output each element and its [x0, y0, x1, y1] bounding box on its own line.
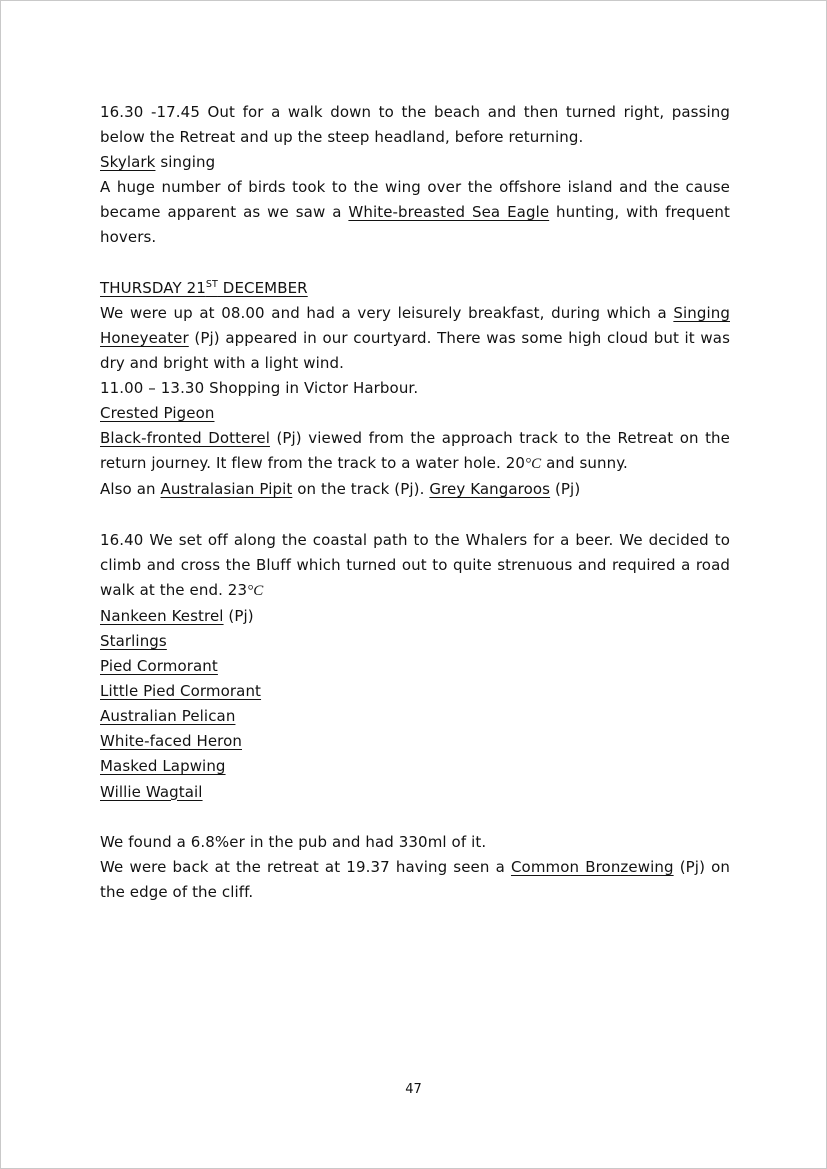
- text-run: °C: [524, 456, 542, 473]
- underlined-text: Australasian Pipit: [160, 480, 293, 499]
- underlined-text: Skylark: [100, 153, 156, 172]
- paragraph: [100, 855, 730, 905]
- text-run: 16.40 We set off along the coastal path to the Whalers for a beer. We decided to climb and cross the Bluff which turned out to quite strenuous and required a road walk at the end. 23: [100, 530, 730, 599]
- underlined-text: Common Bronzewing: [510, 857, 674, 876]
- paragraph: [100, 629, 730, 654]
- paragraph: [100, 528, 730, 604]
- paragraph: [100, 175, 730, 250]
- paragraph: [100, 754, 730, 779]
- text-run: We were back at the retreat at 19.37 having seen a: [100, 857, 511, 876]
- underlined-text: Masked Lapwing: [100, 757, 226, 776]
- paragraph: [100, 604, 730, 629]
- underlined-text: Little Pied Cormorant: [100, 682, 262, 701]
- text-run: We were up at 08.00 and had a very leisurely breakfast, during which a: [100, 303, 674, 322]
- underlined-text: Starlings: [100, 631, 167, 650]
- text-run: A huge number of birds took to the wing over the offshore island and the cause became apparent as we saw a: [100, 178, 730, 222]
- text-run: THURSDAY 21: [100, 278, 206, 297]
- text-run: 16.30 -17.45 Out for a walk down to the beach and then turned right, passing below the Retreat and up the steep headland, before returning.: [100, 103, 730, 147]
- paragraph: [100, 704, 730, 729]
- underlined-text: White-breasted Sea Eagle: [348, 203, 550, 222]
- underlined-text: Grey Kangaroos: [429, 480, 551, 499]
- date-heading: [100, 276, 730, 301]
- text-run: DECEMBER: [217, 278, 308, 297]
- text-run: °C: [247, 582, 264, 599]
- text-run: (Pj): [550, 480, 581, 499]
- underlined-text: White-faced Heron: [100, 732, 242, 751]
- paragraph: [100, 477, 730, 502]
- text-run: (Pj): [223, 606, 254, 625]
- underlined-text: Singing Honeyeater: [100, 303, 730, 347]
- text-run: singing: [155, 153, 216, 172]
- superscript-text: ST: [205, 278, 218, 290]
- text-run: hunting, with frequent hovers.: [100, 203, 731, 247]
- paragraph: [100, 426, 730, 477]
- text-run: on the track (Pj).: [292, 480, 430, 499]
- paragraph: [100, 729, 730, 754]
- text-run: (Pj) viewed from the approach track to the Retreat on the return journey. It flew from the track to a water hole. 20: [100, 429, 730, 473]
- blank-line: [100, 503, 730, 528]
- paragraph: [100, 150, 730, 175]
- paragraph: [100, 780, 730, 805]
- blank-line: [100, 805, 730, 830]
- underlined-text: Australian Pelican: [100, 707, 236, 726]
- paragraph: [100, 301, 730, 376]
- page-number: 47: [405, 1082, 422, 1097]
- text-run: We found a 6.8%er in the pub and had 330ml of it.: [100, 832, 487, 851]
- paragraph: [100, 679, 730, 704]
- text-run: (Pj) on the edge of the cliff.: [100, 857, 730, 901]
- paragraph: [100, 376, 730, 401]
- underlined-text: Crested Pigeon: [100, 404, 215, 423]
- text-run: (Pj) appeared in our courtyard. There was some high cloud but it was dry and bright with a light wind.: [100, 328, 730, 372]
- underlined-text: Pied Cormorant: [100, 657, 218, 676]
- paragraph: [100, 830, 730, 855]
- text-run: and sunny.: [541, 454, 628, 473]
- blank-line: [100, 251, 730, 276]
- text-run: 11.00 – 13.30 Shopping in Victor Harbour.: [100, 379, 419, 398]
- underlined-text: Black-fronted Dotterel: [100, 429, 270, 448]
- underlined-text: Willie Wagtail: [100, 782, 203, 801]
- text-run: Also an: [100, 480, 161, 499]
- document-content: [100, 100, 730, 905]
- paragraph: [100, 654, 730, 679]
- paragraph: [100, 401, 730, 426]
- paragraph: [100, 100, 730, 150]
- underlined-text: Nankeen Kestrel: [100, 606, 224, 625]
